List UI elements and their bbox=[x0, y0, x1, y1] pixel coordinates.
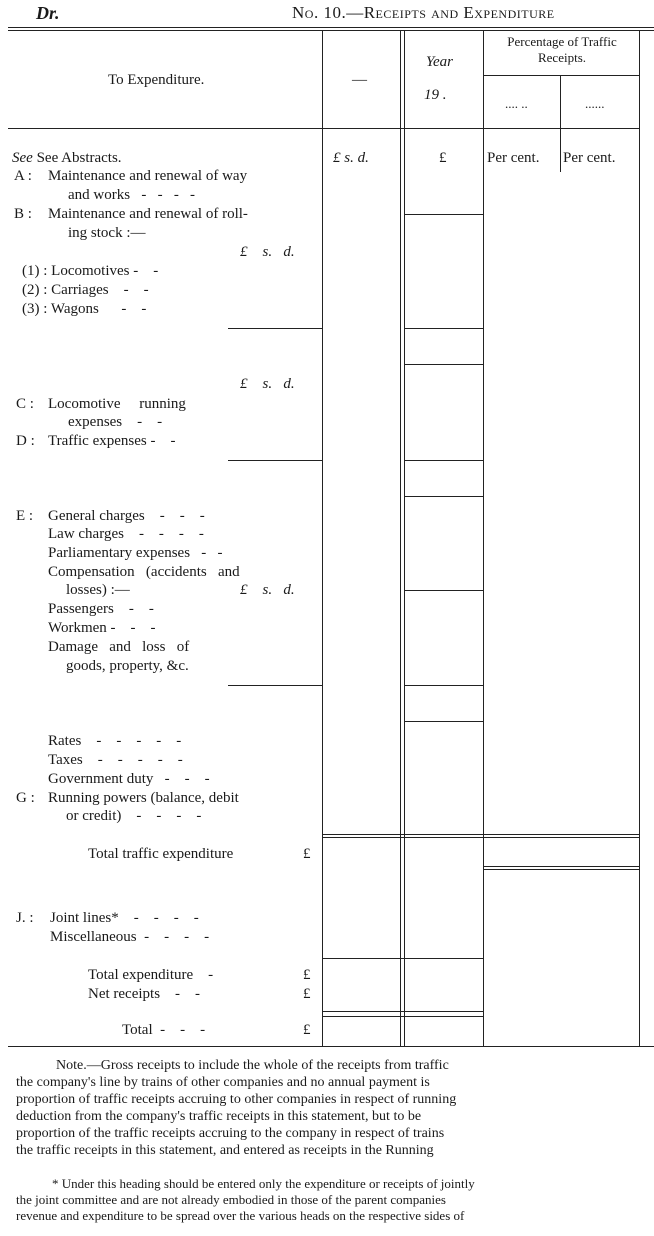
total-traffic-expenditure: Total traffic expenditure bbox=[88, 846, 234, 862]
col-line-5 bbox=[639, 30, 640, 1046]
rates: Rates - - - - - bbox=[48, 733, 182, 749]
e-total-rule-2 bbox=[405, 721, 483, 722]
note-line-6: the traffic receipts in this statement, and entered as receipts in the Running bbox=[16, 1143, 434, 1158]
g-line1: Running powers (balance, debit bbox=[48, 790, 239, 806]
note-line-4: deduction from the company's traffic receipts in this statement, but to be bbox=[16, 1109, 422, 1124]
net-rule bbox=[322, 1011, 483, 1012]
cd-sub-rule bbox=[228, 460, 322, 461]
c-line1: Locomotive running bbox=[48, 396, 186, 412]
parliamentary: Parliamentary expenses - - bbox=[48, 545, 223, 561]
j-prefix: J. : bbox=[16, 910, 34, 926]
wagons: (3) : Wagons - - bbox=[22, 301, 147, 317]
net-receipts: Net receipts - - bbox=[88, 986, 201, 1002]
see-abstracts-text: See Abstracts. bbox=[36, 150, 122, 166]
e-sub-rule bbox=[228, 685, 322, 686]
locomotives: (1) : Locomotives - - bbox=[22, 263, 159, 279]
b-prefix: B : bbox=[14, 206, 32, 222]
government-duty: Government duty - - - bbox=[48, 771, 210, 787]
general-charges: General charges - - - bbox=[48, 508, 205, 524]
note-line-1: Note.—Gross receipts to include the whole of the receipts from traffic bbox=[56, 1058, 449, 1073]
total-expenditure: Total expenditure - bbox=[88, 967, 214, 983]
traffic-total-rule-3 bbox=[483, 866, 639, 867]
a-line1: Maintenance and renewal of way bbox=[48, 168, 248, 184]
e-prefix: E : bbox=[16, 508, 34, 524]
workmen: Workmen - - - bbox=[48, 620, 156, 636]
pound-col2: £ bbox=[439, 150, 447, 166]
per-cent-2: Per cent. bbox=[563, 150, 616, 166]
pct-sub-1: .... .. bbox=[505, 96, 528, 111]
bottom-rule bbox=[8, 1046, 654, 1047]
g-line2: or credit) - - - - bbox=[66, 808, 202, 824]
cd-total-rule-1 bbox=[405, 460, 483, 461]
note-line-3: proportion of traffic receipts accruing to other companies in respect of running bbox=[16, 1092, 457, 1107]
compensation-line2: losses) :— bbox=[66, 582, 130, 598]
traffic-total-rule-2 bbox=[322, 837, 639, 838]
passengers: Passengers - - bbox=[48, 601, 154, 617]
net-pound: £ bbox=[303, 986, 311, 1002]
year-value: 19 . bbox=[424, 87, 447, 103]
col-line-1 bbox=[322, 30, 323, 1046]
note-line-2: the company's line by trains of other companies and no annual payment is bbox=[16, 1075, 430, 1090]
c-line2: expenses - - bbox=[68, 414, 163, 430]
damage-line1: Damage and loss of bbox=[48, 639, 190, 655]
a-line2: and works - - - - bbox=[68, 187, 196, 203]
lsd-col1: £ s. d. bbox=[333, 150, 369, 166]
top-rule bbox=[8, 27, 654, 28]
carriages: (2) : Carriages - - bbox=[22, 282, 149, 298]
col-line-3 bbox=[483, 30, 484, 1046]
c-lsd: £ s. d. bbox=[240, 376, 295, 392]
comp-lsd: £ s. d. bbox=[240, 582, 295, 598]
see-abstracts: See See Abstracts. bbox=[12, 150, 122, 166]
note-line-5: proportion of the traffic receipts accruing to the company in respect of trains bbox=[16, 1126, 445, 1141]
g-prefix: G : bbox=[16, 790, 35, 806]
law-charges: Law charges - - - - bbox=[48, 526, 204, 542]
b-line2: ing stock :— bbox=[68, 225, 146, 241]
pct-sub-2: ...... bbox=[585, 96, 605, 111]
year-header: Year bbox=[426, 54, 453, 70]
b-total-rule-1 bbox=[405, 328, 483, 329]
compensation-line1: Compensation (accidents and bbox=[48, 564, 240, 580]
taxes: Taxes - - - - - bbox=[48, 752, 183, 768]
a-prefix: A : bbox=[14, 168, 32, 184]
traffic-total-rule-1 bbox=[322, 834, 639, 835]
col-line-2b bbox=[404, 30, 405, 1046]
b-line1: Maintenance and renewal of roll- bbox=[48, 206, 248, 222]
cd-total-rule-2 bbox=[405, 496, 483, 497]
top-rule-2 bbox=[8, 30, 654, 31]
final-rule-1 bbox=[322, 1016, 483, 1017]
dr-label: Dr. bbox=[36, 3, 60, 23]
page-title: No. 10.—Receipts and Expenditure bbox=[292, 3, 555, 22]
a-total-rule bbox=[405, 214, 483, 215]
header-rule bbox=[8, 128, 639, 129]
total-pound: £ bbox=[303, 1022, 311, 1038]
total-exp-pound: £ bbox=[303, 967, 311, 983]
total-traffic-pound: £ bbox=[303, 846, 311, 862]
col-line-4 bbox=[560, 75, 561, 172]
footnote-line-1: * Under this heading should be entered only the expenditure or receipts of jointly bbox=[52, 1176, 475, 1191]
miscellaneous: Miscellaneous - - - - bbox=[50, 929, 210, 945]
b-sub-rule bbox=[228, 328, 322, 329]
c-prefix: C : bbox=[16, 396, 34, 412]
b-lsd: £ s. d. bbox=[240, 244, 295, 260]
footnote-line-2: the joint committee and are not already embodied in those of the parent companies bbox=[16, 1192, 446, 1207]
d-prefix: D : bbox=[16, 433, 35, 449]
total: Total - - - bbox=[122, 1022, 206, 1038]
percentage-header: Percentage of Traffic Receipts. bbox=[507, 34, 617, 65]
traffic-total-rule-4 bbox=[483, 869, 639, 870]
pct-sub-rule bbox=[483, 75, 639, 76]
to-expenditure-header: To Expenditure. bbox=[108, 72, 205, 88]
e-sub-rule-top bbox=[405, 590, 483, 591]
footnote-line-3: revenue and expenditure to be spread over the various heads on the respective sides of bbox=[16, 1208, 465, 1223]
col-line-2a bbox=[400, 30, 401, 1046]
d-line: Traffic expenses - - bbox=[48, 433, 176, 449]
e-total-rule-1 bbox=[405, 685, 483, 686]
b-total-rule-2 bbox=[405, 364, 483, 365]
per-cent-1: Per cent. bbox=[487, 150, 540, 166]
joint-lines: Joint lines* - - - - bbox=[50, 910, 199, 926]
damage-line2: goods, property, &c. bbox=[66, 658, 189, 674]
dash-header: — bbox=[352, 72, 367, 88]
j-total-rule bbox=[322, 958, 483, 959]
